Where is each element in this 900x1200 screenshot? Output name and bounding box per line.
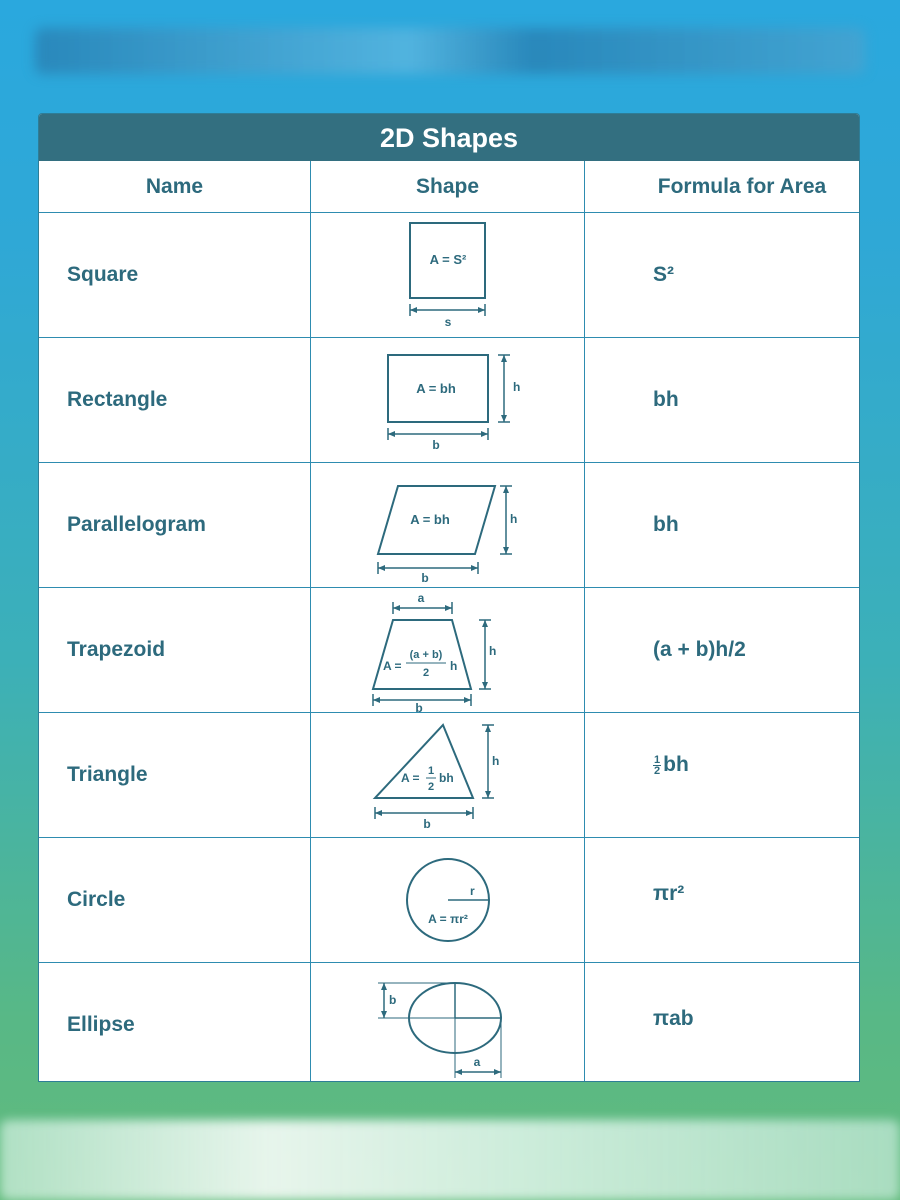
fraction-denominator: 2: [654, 764, 661, 777]
formula-text: πab: [653, 1007, 694, 1030]
parallelogram-formula: [585, 463, 859, 587]
header-formula: Formula for Area: [657, 174, 827, 198]
trapezoid-base-label: b: [414, 701, 423, 715]
shape-name: Triangle: [39, 713, 311, 837]
square-formula: [585, 213, 859, 337]
triangle-diagram: [373, 718, 523, 833]
trapezoid-label-prefix: A =: [382, 659, 402, 673]
circle-formula: [585, 826, 859, 962]
trapezoid-label-numerator: (a + b): [409, 649, 442, 661]
rectangle-area-label: A = bh: [415, 380, 456, 396]
triangle-label-suffix: bh: [438, 770, 454, 785]
parallelogram-figure: [311, 463, 585, 587]
header-name: Name: [39, 161, 311, 212]
triangle-figure: [311, 713, 585, 837]
table-row-circle: [39, 837, 859, 962]
circle-area-label: A = πr²: [427, 912, 468, 926]
table-header-row: [39, 161, 859, 212]
parallelogram-area-label: A = bh: [409, 511, 450, 527]
circle-diagram: [398, 850, 498, 950]
shapes-table: [39, 161, 859, 1082]
triangle-label-numerator: 1: [427, 764, 434, 777]
formula-text: bh: [653, 388, 679, 411]
table-row-square: [39, 212, 859, 337]
circle-figure: [311, 838, 585, 962]
shapes-table-card: [38, 113, 860, 1082]
ellipse-minor-label: b: [388, 992, 396, 1007]
rectangle-formula: [585, 338, 859, 462]
shape-name: Trapezoid: [39, 588, 311, 712]
triangle-label-denominator: 2: [427, 780, 434, 793]
blurred-footer-strip: [0, 1120, 900, 1200]
header-shape: Shape: [311, 161, 585, 212]
triangle-formula-fraction: [653, 755, 661, 776]
shape-name: Circle: [39, 838, 311, 962]
ellipse-diagram: [373, 968, 523, 1083]
formula-text: (a + b)h/2: [653, 638, 746, 661]
triangle-label-prefix: A =: [400, 770, 420, 785]
parallelogram-diagram: [368, 468, 528, 583]
shape-name: Parallelogram: [39, 463, 311, 587]
parallelogram-base-label: b: [420, 570, 429, 585]
trapezoid-diagram: [373, 590, 523, 715]
square-area-label: A = S²: [429, 251, 466, 267]
shape-name: Rectangle: [39, 338, 311, 462]
circle-radius-label: r: [469, 884, 475, 898]
square-figure: [311, 213, 585, 337]
trapezoid-top-label: a: [417, 591, 424, 605]
formula-text: S²: [653, 263, 674, 286]
triangle-base-label: b: [422, 816, 431, 831]
shape-name: Square: [39, 213, 311, 337]
table-row-ellipse: [39, 962, 859, 1082]
rectangle-base-label: b: [431, 437, 440, 452]
fraction-numerator: 1: [654, 753, 661, 766]
ellipse-figure: [311, 963, 585, 1082]
table-row-parallelogram: [39, 462, 859, 587]
trapezoid-height-label: h: [488, 644, 496, 658]
table-row-rectangle: [39, 337, 859, 462]
rectangle-diagram: [373, 343, 523, 458]
rectangle-figure: [311, 338, 585, 462]
trapezoid-label-suffix: h: [449, 659, 457, 673]
formula-text: πr²: [653, 882, 685, 905]
triangle-formula: [585, 693, 859, 837]
formula-text: bh: [663, 753, 689, 776]
parallelogram-height-label: h: [509, 511, 517, 526]
triangle-height-label: h: [491, 753, 499, 768]
table-row-triangle: [39, 712, 859, 837]
ellipse-major-label: a: [473, 1054, 480, 1069]
trapezoid-figure: [311, 588, 585, 715]
shape-name: Ellipse: [39, 963, 311, 1082]
square-diagram: [388, 218, 508, 333]
table-title: 2D Shapes: [39, 114, 859, 161]
formula-text: bh: [653, 513, 679, 536]
ellipse-formula: [585, 951, 859, 1082]
rectangle-height-label: h: [512, 379, 520, 394]
square-side-label: s: [444, 314, 451, 329]
trapezoid-label-denominator: 2: [422, 667, 429, 679]
blurred-header-strip: [35, 28, 865, 74]
